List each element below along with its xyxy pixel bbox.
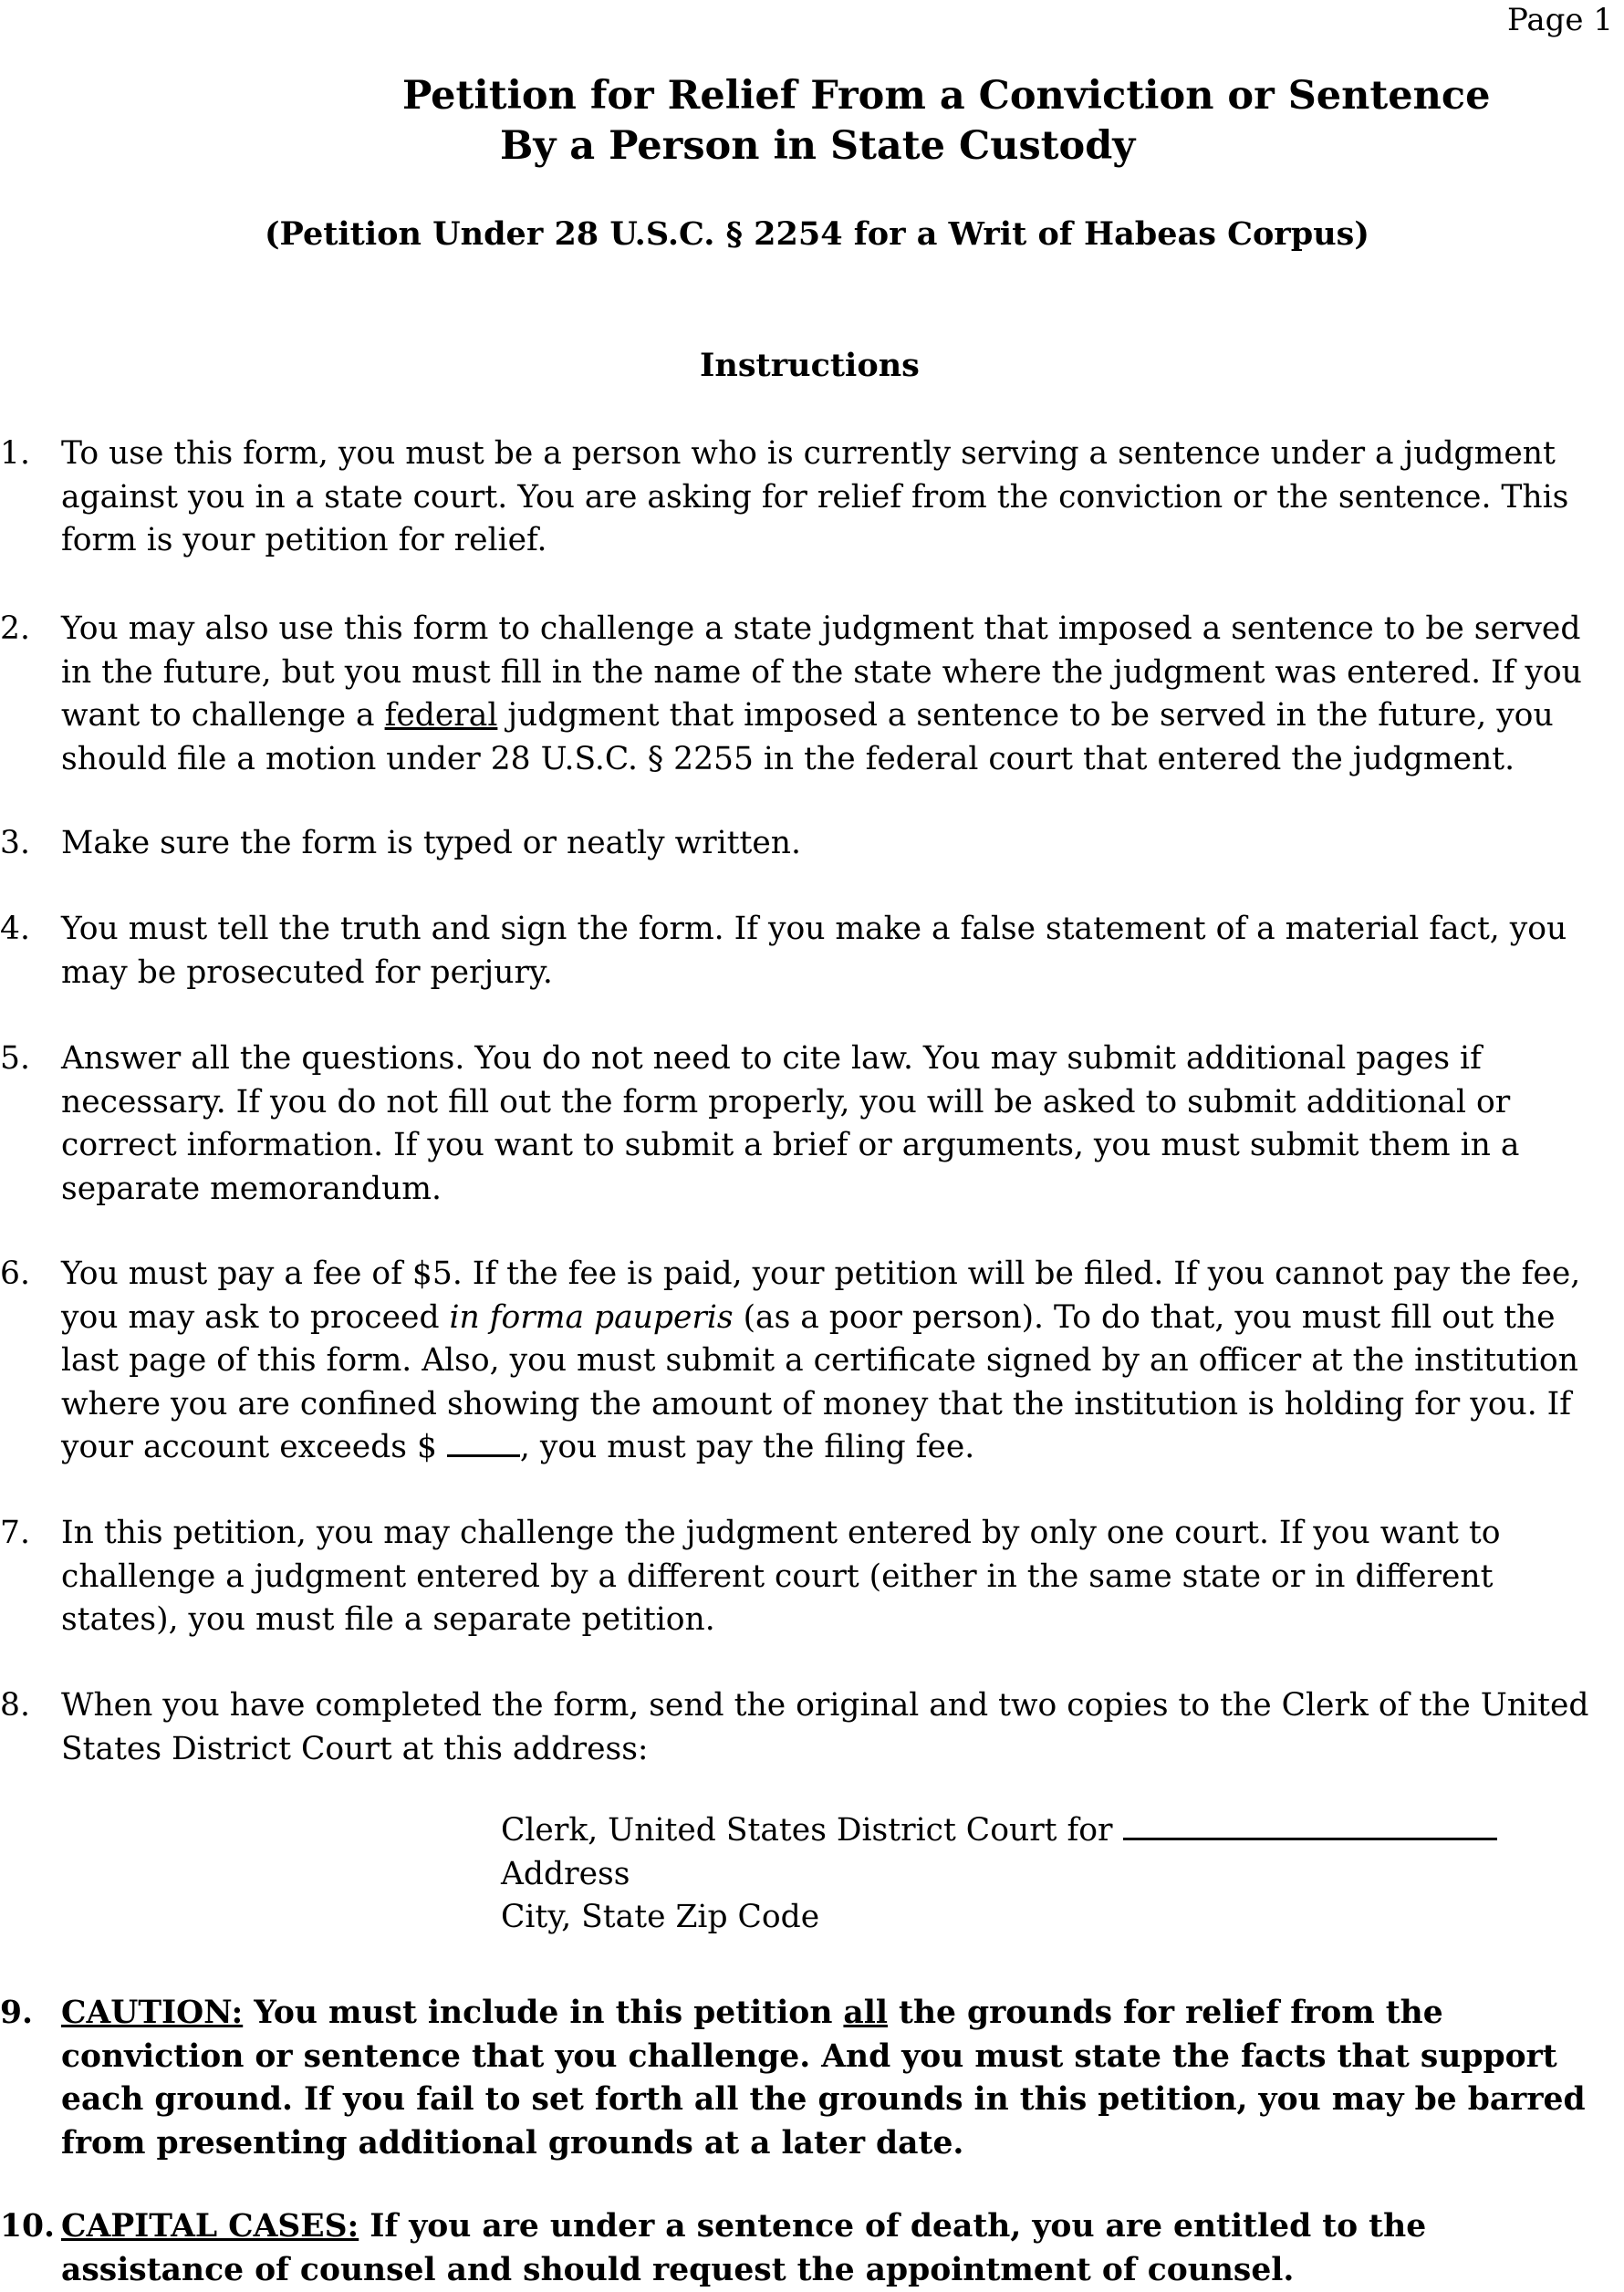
address-clerk-label: Clerk, United States District Court for [501,1812,1123,1849]
form-title-line1: Petition for Relief From a Conviction or Sentence [402,73,1491,119]
address-line-1 [501,1809,1497,1853]
caution-label: CAUTION: [61,1995,244,2031]
emphasis-all: all [843,1995,888,2031]
item-text [61,1253,1617,1470]
item-text: In this petition, you may challenge the judgment entered by only one court. If you want to challenge a judgment entered by a different court (either in the same state or in different states), you must file a separate petition. [61,1515,1501,1638]
item-text-part: the grounds for relief from the conviction or sentence that you challenge. And you must state the facts that support each ground. If you fail to set forth all the grounds in this petition, you may be barred from presenting additional grounds at a later date. [61,1995,1586,2162]
item-number: 6. [0,1255,30,1292]
instruction-item-2 [0,608,1624,781]
instruction-item-3 [0,822,1624,866]
instruction-item-6 [0,1253,1624,1470]
item-number: 3. [0,825,30,861]
account-threshold-field[interactable] [447,1429,520,1457]
instructions-heading: Instructions [700,347,920,384]
item-text-part: judgment that imposed a sentence to be served in the future, you should file a motion under 28 U.S.C. § 2255 in the federal court that entered the judgment. [61,697,1554,777]
item-text [61,1992,1617,2165]
emphasis-federal: federal [384,697,498,734]
instruction-item-4 [0,908,1624,995]
item-text-part: (as a poor person). To do that, you must fill out the last page of this form. Also, you must submit a certificate signed by an officer at the institution where you are confined showing the amount of money that the institution is holding for you. If your account exceeds $ [61,1298,1578,1465]
address-line-3: City, State Zip Code [501,1899,820,1935]
form-title-line2: By a Person in State Custody [500,123,1136,169]
emphasis-in-forma-pauperis: in forma pauperis [449,1298,734,1336]
item-text-part: You may also use this form to challenge a state judgment that imposed a sentence to be served in the future, but you must fill in the name of the state where the judgment was entered. If you want to challenge a [61,610,1582,734]
instruction-item-10 [0,2205,1624,2292]
instruction-item-1 [0,432,1624,563]
capital-cases-label: CAPITAL CASES: [61,2208,359,2245]
item-text-part: You must pay a fee of $5. If the fee is paid, your petition will be filed. If you cannot pay the fee, you may ask to proceed [61,1255,1581,1336]
item-text-part: If you are under a sentence of death, you are entitled to the assistance of counsel and should request the appointment of counsel. [61,2208,1427,2288]
item-text: When you have completed the form, send the original and two copies to the Clerk of the United States District Court at this address: [61,1687,1589,1767]
item-text: Make sure the form is typed or neatly written. [61,825,801,861]
instruction-item-7 [0,1512,1624,1642]
item-text-part: You must include in this petition [243,1995,844,2031]
address-line-2: Address [501,1855,630,1892]
item-text: Answer all the questions. You do not need to cite law. You may submit additional pages if necessary. If you do not fill out the form properly, you will be asked to submit additional or correct information. If you want to submit a brief or arguments, you must submit them in a separate memorandum. [61,1040,1520,1207]
clerk-address-block [501,1809,1497,1940]
instruction-item-9 [0,1992,1624,2165]
item-text: You must tell the truth and sign the form. If you make a false statement of a material fact, you may be prosecuted for perjury. [61,911,1567,991]
item-text [61,2205,1617,2292]
item-number: 4. [0,911,30,947]
instruction-item-8 [0,1684,1624,1771]
item-number: 1. [0,435,30,472]
item-number: 8. [0,1687,30,1724]
item-number: 2. [0,610,30,647]
form-subtitle: (Petition Under 28 U.S.C. § 2254 for a Writ of Habeas Corpus) [265,215,1369,253]
item-number: 5. [0,1040,30,1077]
item-text: To use this form, you must be a person who is currently serving a sentence under a judgment against you in a state court. You are asking for relief from the conviction or the sentence. This form is your petition for relief. [61,435,1569,558]
item-text-part: , you must pay the filing fee. [519,1429,975,1465]
item-text [61,608,1617,781]
page-number: Page 1 [1507,2,1613,38]
item-number: 10. [0,2208,56,2245]
district-court-field[interactable] [1123,1812,1497,1840]
item-number: 7. [0,1515,30,1551]
item-number: 9. [0,1995,34,2031]
instruction-item-5 [0,1037,1624,1211]
